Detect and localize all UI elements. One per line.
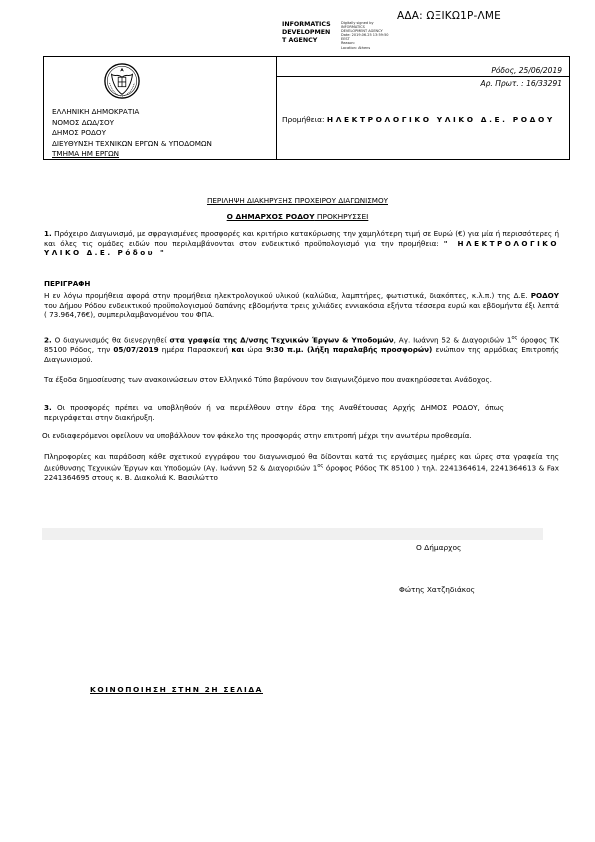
protocol-number: Αρ. Πρωτ. : 16/33291 — [480, 79, 562, 88]
paragraph-3: 3. Οι προσφορές πρέπει να υποβληθούν ή να περιέλθουν στην έδρα της Αναθέτουσας Αρχής ΔΗΜΟΣ ΡΟΔΟΥ, όπως περιγράφεται στην διακήρυξη. — [44, 403, 504, 422]
procurement-subject: Προμήθεια: ΗΛΕΚΤΡΟΛΟΓΙΚΟ ΥΛΙΚΟ Δ.Ε. ΡΟΔΟΥ — [282, 115, 555, 124]
expenses-paragraph: Τα έξοδα δημοσίευσης των ανακοινώσεων στον Ελληνικό Τύπο βαρύνουν τον διαγωνιζόμενο που ανακηρύσσεται Ανάδοχος. — [44, 375, 492, 384]
announcement-line: Ο ΔΗΜΑΡΧΟΣ ΡΟΔΟΥ ΠΡΟΚΗΡΥΣΣΕΙ — [226, 212, 369, 221]
greek-emblem-icon — [103, 62, 141, 100]
signature-details: Digitally signed by INFORMATICS DEVELOPMENT AGENCY Date: 2019.06.25 13:59:50 EEST Reason: Location: Athens — [341, 21, 389, 50]
description-heading: ΠΕΡΙΓΡΑΦΗ — [44, 279, 91, 288]
mayor-signature-name: Φώτης Χατζηδιάκος — [399, 585, 476, 594]
submission-paragraph: Οι ενδιαφερόμενοι οφείλουν να υποβάλλουν τον φάκελο της προσφοράς στην επιτροπή μέχρι την ανωτέρω προθεσμία. — [42, 431, 472, 440]
document-date: Ρόδος, 25/06/2019 — [276, 65, 570, 77]
paragraph-2: 2. Ο διαγωνισμός θα διενεργηθεί στα γραφεία της Δ/νσης Τεχνικών Έργων & Υποδομών, Αγ. Ιωάννη 52 & Διαγοριδών $1^{o\varsigma}$ όροφος ΤΚ 85100 Ρόδος, την 05/07/2019 ημέρα Παρασκευή και ώρα 9:30 π.μ. (λήξη παραλαβής προσφορών) ενώπιον της αρμόδιας Επιτροπής Διαγωνισμού. — [44, 335, 560, 364]
information-paragraph: Πληροφορίες και παράδοση κάθε σχετικού εγγράφου του διαγωνισμού θα δίδονται κατά τις εργάσιμες ημέρες και ώρες στα γραφεία της Διεύθυνσης Τεχνικών Έργων και Υποδομών (Αγ. Ιωάννη 52 & Διαγοριδών $1^{o\varsigma}$ όροφος Ρόδος ΤΚ 85100 ) τηλ. 2241364614, 2241364613 & Fax 2241364695 στους κ. Β. Διακολιά Κ. Βασιλώττο — [44, 452, 559, 482]
description-text: Η εν λόγω προμήθεια αφορά στην προμήθεια ηλεκτρολογικού υλικού (καλώδια, λαμπτήρες, φωτιστικά, διακόπτες, κ.λ.π.) της Δ.Ε. ΡΟΔΟΥ του Δήμου Ρόδου ενδεικτικού προϋπολογισμού δαπάνης εβδομήντα τρεις χιλιάδες εννιακόσια εξήντα τέσσερα ευρώ και εβδομήντα έξι λεπτά ( 73.964,76€), συμπεριλαμβανομένου του ΦΠΑ. — [44, 291, 559, 320]
separator-band — [42, 528, 543, 540]
mayor-title: Ο Δήμαρχος — [416, 543, 462, 552]
paragraph-1: 1. Πρόχειρο Διαγωνισμό, με σφραγισμένες προσφορές και κριτήριο κατακύρωσης την χαμηλότερη τιμή σε Ευρώ (€) για μία ή περισσότερες ή και όλες τις ομάδες ειδών που περιλαμβάνονται στον ενδεικτικό προϋπολογισμό για την προμήθεια: " ΗΛΕΚΤΡΟΛΟΓΙΚΟ ΥΛΙΚΟ Δ.Ε. Ρόδου " — [44, 229, 559, 258]
notification-heading: ΚΟΙΝΟΠΟΙΗΣΗ ΣΤΗΝ 2Η ΣΕΛΙΔΑ — [90, 685, 263, 694]
issuer-block: ΕΛΛΗΝΙΚΗ ΔΗΜΟΚΡΑΤΙΑ ΝΟΜΟΣ ΔΩΔ/ΣΟΥ ΔΗΜΟΣ ΡΟΔΟΥ ΔΙΕΥΘΥΝΣΗ ΤΕΧΝΙΚΩΝ ΕΡΓΩΝ & ΥΠΟΔΟΜΩΝ ΤΜΗΜΑ ΗΜ ΕΡΓΩΝ — [52, 107, 212, 159]
document-title: ΠΕΡΙΛΗΨΗ ΔΙΑΚΗΡΥΞΗΣ ΠΡΟΧΕΙΡΟΥ ΔΙΑΓΩΝΙΣΜΟΥ — [206, 196, 389, 205]
ada-code: ΑΔΑ: ΩΞΙΚΩ1Ρ-ΛΜΕ — [397, 10, 501, 22]
header-box — [43, 56, 570, 160]
signer-name: INFORMATICS DEVELOPMEN T AGENCY — [282, 21, 331, 45]
